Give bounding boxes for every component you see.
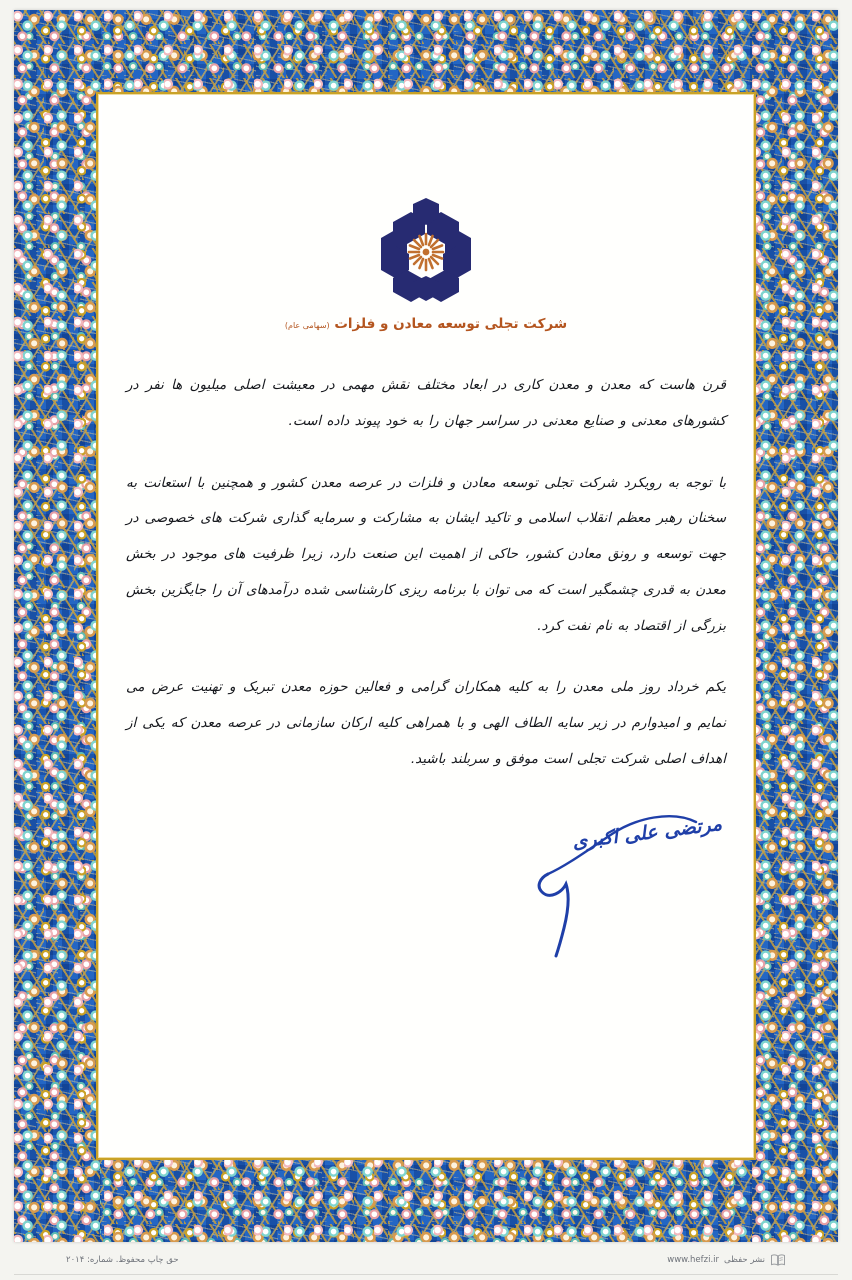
hexagonal-star-mark-icon [363,194,489,306]
border-band-left [14,10,100,1242]
certificate-sheet [14,10,838,1242]
footer-publisher: نشر حفظی [724,1255,765,1265]
starburst-center [423,249,430,256]
company-name-suffix: (سهامی عام) [284,321,330,330]
letter-content-field [102,98,750,1154]
letter-paragraph-1: قرن هاست که معدن و معدن کاری در ابعاد مختلف نقش مهمی در معیشت اصلی میلیون ها نفر در کشورهای معدنی و صنایع معدنی در سراسر جهان را به خود پیوند داده است. [126,377,726,429]
footer-publisher-block [667,1252,786,1268]
border-band-bottom [14,1156,838,1242]
open-book-icon [770,1252,786,1268]
page-footer [14,1246,838,1274]
footer-copyright: حق چاپ محفوظ. شماره: ۲۰۱۴ [66,1255,179,1265]
letter-paragraph-2: با توجه به رویکرد شرکت تجلی توسعه معادن و فلزات در عرصه معدن کشور و همچنین با استعانت به سخنان رهبر معظم انقلاب اسلامی و تاکید ایشان به مشارکت و سرمایه گذاری شرکت های خصوصی در جهت توسعه و رونق معادن کشور، حاکی از اهمیت این صنعت دارد، زیرا ظرفیت های موجود در بخش معدن به قدری چشمگیر است که می توان با برنامه ریزی کارشناسی شده درآمدهای آن را جایگزین بخش بزرگی از اقتصاد به نام نفت کرد. [126,474,726,634]
letter-body [126,368,726,778]
signature-name: مرتضی علی اکبری [570,812,723,853]
signature-area [496,808,726,958]
footer-divider [14,1274,838,1275]
footer-website[interactable]: www.hefzi.ir [667,1255,720,1265]
signature-block [126,808,726,958]
company-name-text: شرکت تجلی توسعه معادن و فلزات [334,316,568,332]
signature-flourish-icon [496,808,726,958]
company-name [285,316,567,332]
letter-paragraph-3: یکم خرداد روز ملی معدن را به کلیه همکاران گرامی و فعالین حوزه معدن تبریک و تهنیت عرض می نمایم و امیدوارم در زیر سایه الطاف الهی و با همراهی کلیه ارکان سازمانی در عرصه معدن که یکی از اهداف اصلی شرکت تجلی است موفق و سربلند باشید. [126,679,726,767]
border-band-top [14,10,838,96]
border-band-right [752,10,838,1242]
company-logo-block [285,194,567,332]
